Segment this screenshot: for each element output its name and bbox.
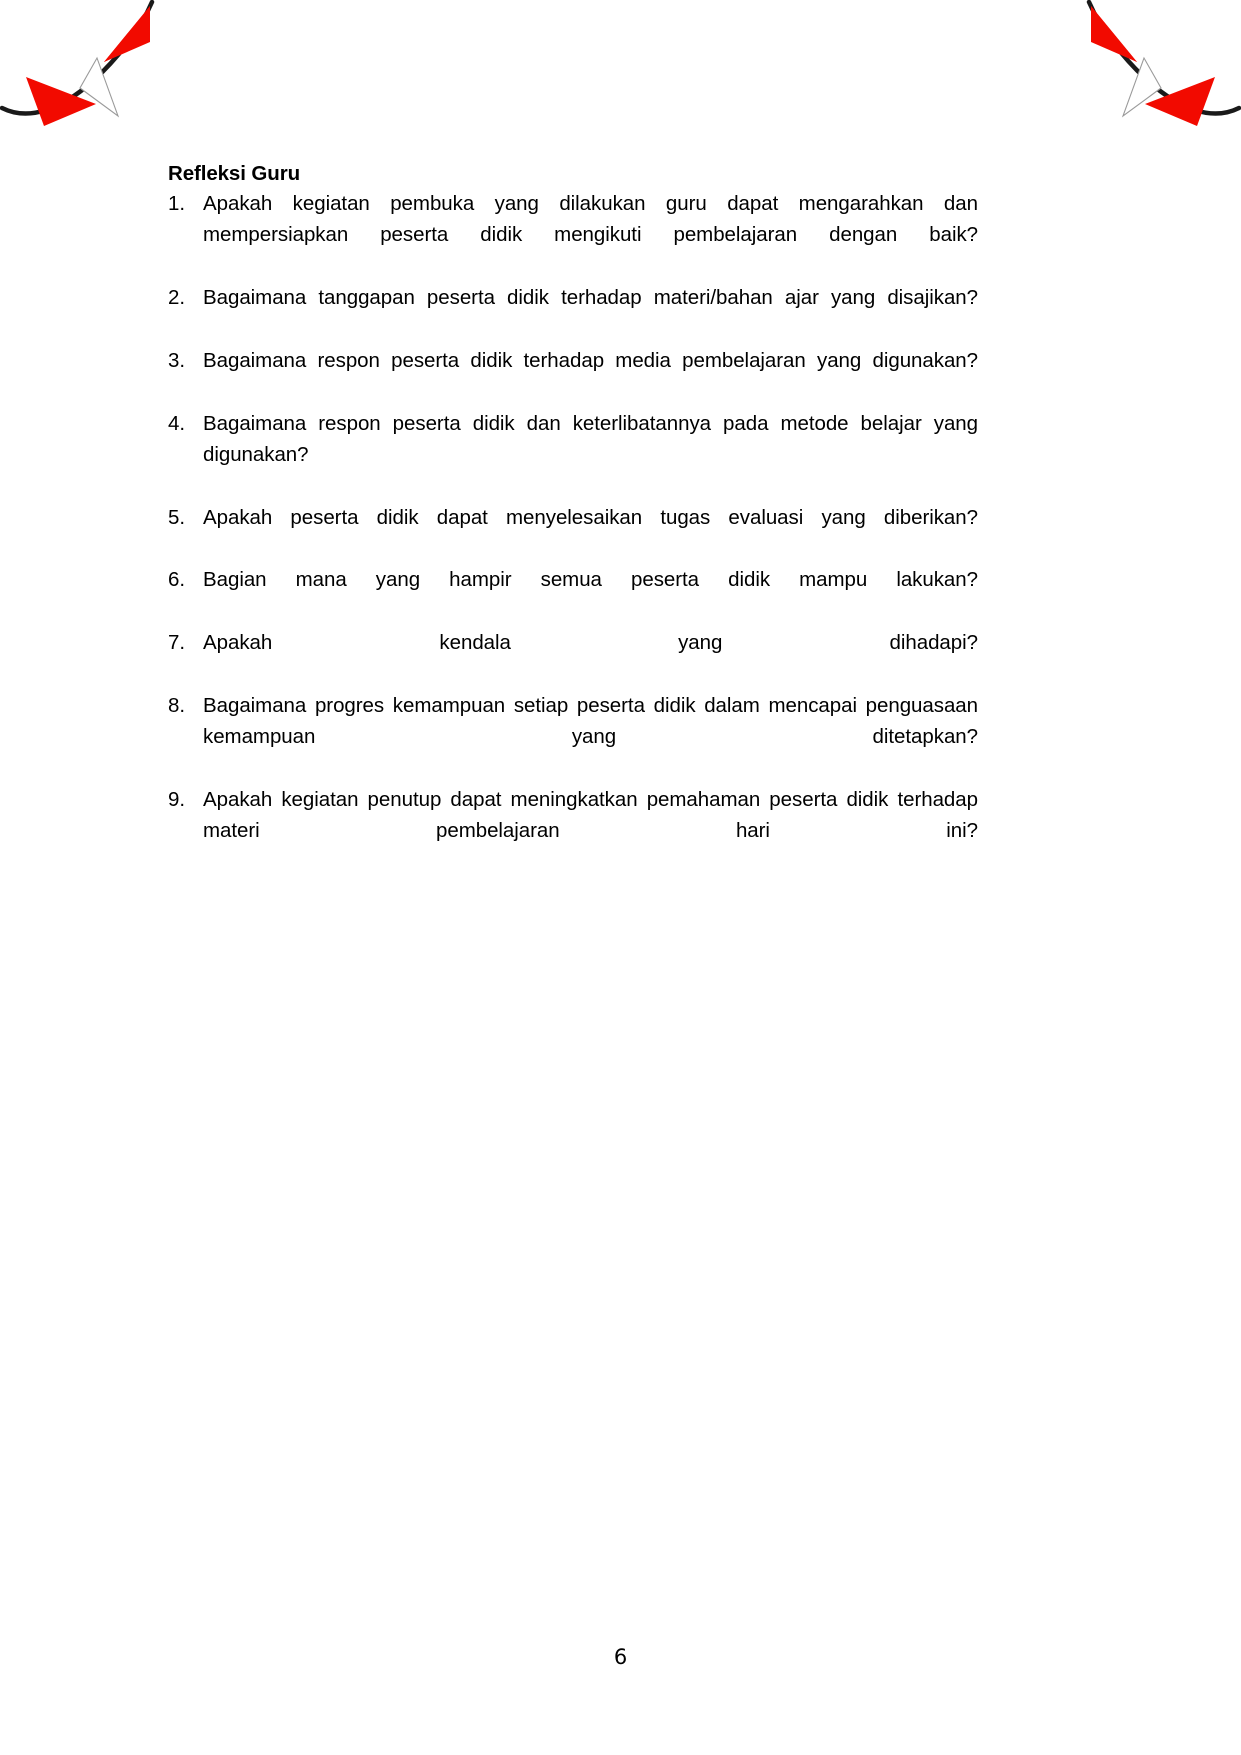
- bunting-right: [1061, 0, 1241, 140]
- document-content: [168, 160, 978, 878]
- list-item: [168, 188, 978, 282]
- list-item: [168, 564, 978, 627]
- list-item-number: 7.: [168, 631, 185, 655]
- list-item-text: Bagaimana progres kemampuan setiap peserta didik dalam mencapai penguasaan kemampuan yang ditetapkan?: [203, 693, 978, 749]
- list-item-text: Apakah kegiatan penutup dapat meningkatkan pemahaman peserta didik terhadap materi pembelajaran hari ini?: [203, 787, 978, 843]
- bunting-flags-icon: [0, 0, 180, 135]
- list-item-number: 8.: [168, 693, 185, 717]
- list-item: [168, 690, 978, 784]
- list-item-text: Bagaimana respon peserta didik dan keterlibatannya pada metode belajar yang digunakan?: [203, 411, 978, 466]
- list-item-number: 1.: [168, 192, 185, 216]
- section-heading: Refleksi Guru: [168, 162, 300, 185]
- list-item: [168, 502, 978, 565]
- reflection-question-list: [168, 188, 978, 878]
- list-item: [168, 408, 978, 502]
- list-item-number: 9.: [168, 787, 185, 811]
- list-item-number: 3.: [168, 348, 185, 372]
- list-item: [168, 784, 978, 878]
- list-item-text: Bagaimana tanggapan peserta didik terhadap materi/bahan ajar yang disajikan?: [203, 286, 978, 310]
- bunting-left: [0, 0, 180, 140]
- bunting-flags-icon: [1061, 0, 1241, 135]
- list-item-number: 2.: [168, 286, 185, 310]
- list-item: [168, 627, 978, 690]
- list-item-number: 4.: [168, 411, 185, 435]
- list-item-text: Bagian mana yang hampir semua peserta didik mampu lakukan?: [203, 568, 978, 592]
- list-item-number: 6.: [168, 568, 185, 592]
- list-item: [168, 282, 978, 345]
- list-item: [168, 345, 978, 408]
- page-number: 6: [613, 1645, 628, 1669]
- list-item-text: Apakah kegiatan pembuka yang dilakukan guru dapat mengarahkan dan mempersiapkan peserta didik mengikuti pembelajaran dengan baik?: [203, 192, 978, 247]
- list-item-text: Apakah peserta didik dapat menyelesaikan tugas evaluasi yang diberikan?: [203, 505, 978, 529]
- list-item-text: Apakah kendala yang dihadapi?: [203, 631, 978, 655]
- list-item-number: 5.: [168, 505, 185, 529]
- list-item-text: Bagaimana respon peserta didik terhadap media pembelajaran yang digunakan?: [203, 348, 978, 372]
